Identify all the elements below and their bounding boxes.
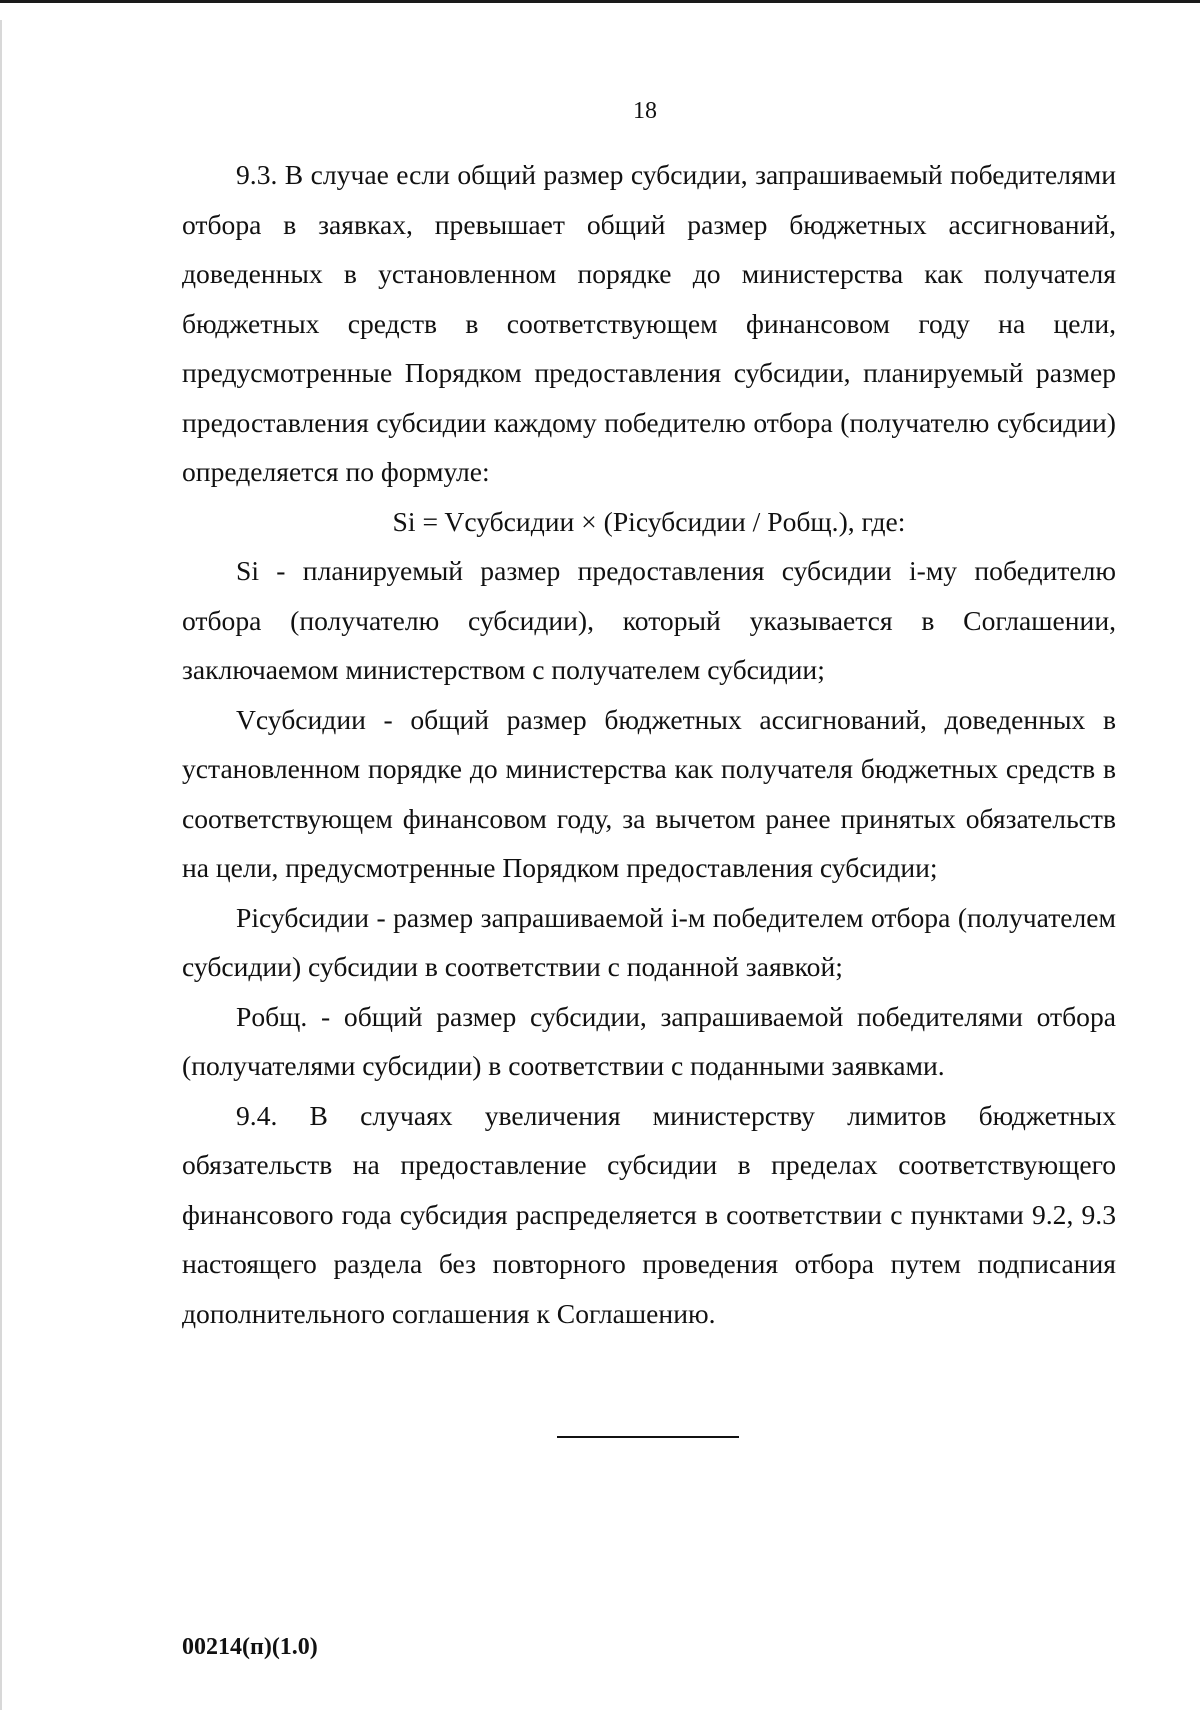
definition-pi-subsidy: Piсубсидии - размер запрашиваемой i-м победителем отбора (получателем субсидии) субсидии в соответствии с поданной заявкой; — [182, 901, 1116, 982]
end-separator-line — [557, 1436, 739, 1438]
page-number: 18 — [633, 98, 657, 124]
paragraph-9-3: 9.3. В случае если общий размер субсидии, запрашиваемый победителями отбора в заявках, превышает общий размер бюджетных ассигнований, доведенных в установленном порядке до министерства как получателя бюджетных средств в соответствующем финансовом году на цели, предусмотренные Порядком предоставления субсидии, планируемый размер предоставления субсидии каждому победителю отбора (получателю субсидии) определяется по формуле: — [182, 159, 1116, 487]
formula: Si = Vсубсидии × (Piсубсидии / Pобщ.), где: — [392, 505, 906, 537]
left-scan-edge — [0, 20, 2, 1710]
definition-v-subsidy: Vсубсидии - общий размер бюджетных ассигнований, доведенных в установленном порядке до министерства как получателя бюджетных средств в соответствующем финансовом году, за вычетом ранее принятых обязательств на цели, предусмотренные Порядком предоставления субсидии; — [182, 703, 1116, 883]
document-code: 00214(п)(1.0) — [182, 1634, 318, 1660]
top-scan-border — [0, 0, 1200, 3]
paragraph-9-4: 9.4. В случаях увеличения министерству лимитов бюджетных обязательств на предоставление субсидии в пределах соответствующего финансового года субсидия распределяется в соответствии с пунктами 9.2, 9.3 настоящего раздела без повторного проведения отбора путем подписания дополнительного соглашения к Соглашению. — [182, 1099, 1116, 1329]
definition-si: Si - планируемый размер предоставления субсидии i-му победителю отбора (получателю субсидии), который указывается в Соглашении, заключаемом министерством с получателем субсидии; — [182, 555, 1116, 685]
definition-p-total: Pобщ. - общий размер субсидии, запрашиваемой победителями отбора (получателями субсидии) в соответствии с поданными заявками. — [182, 1000, 1116, 1081]
document-body — [182, 150, 1116, 1338]
